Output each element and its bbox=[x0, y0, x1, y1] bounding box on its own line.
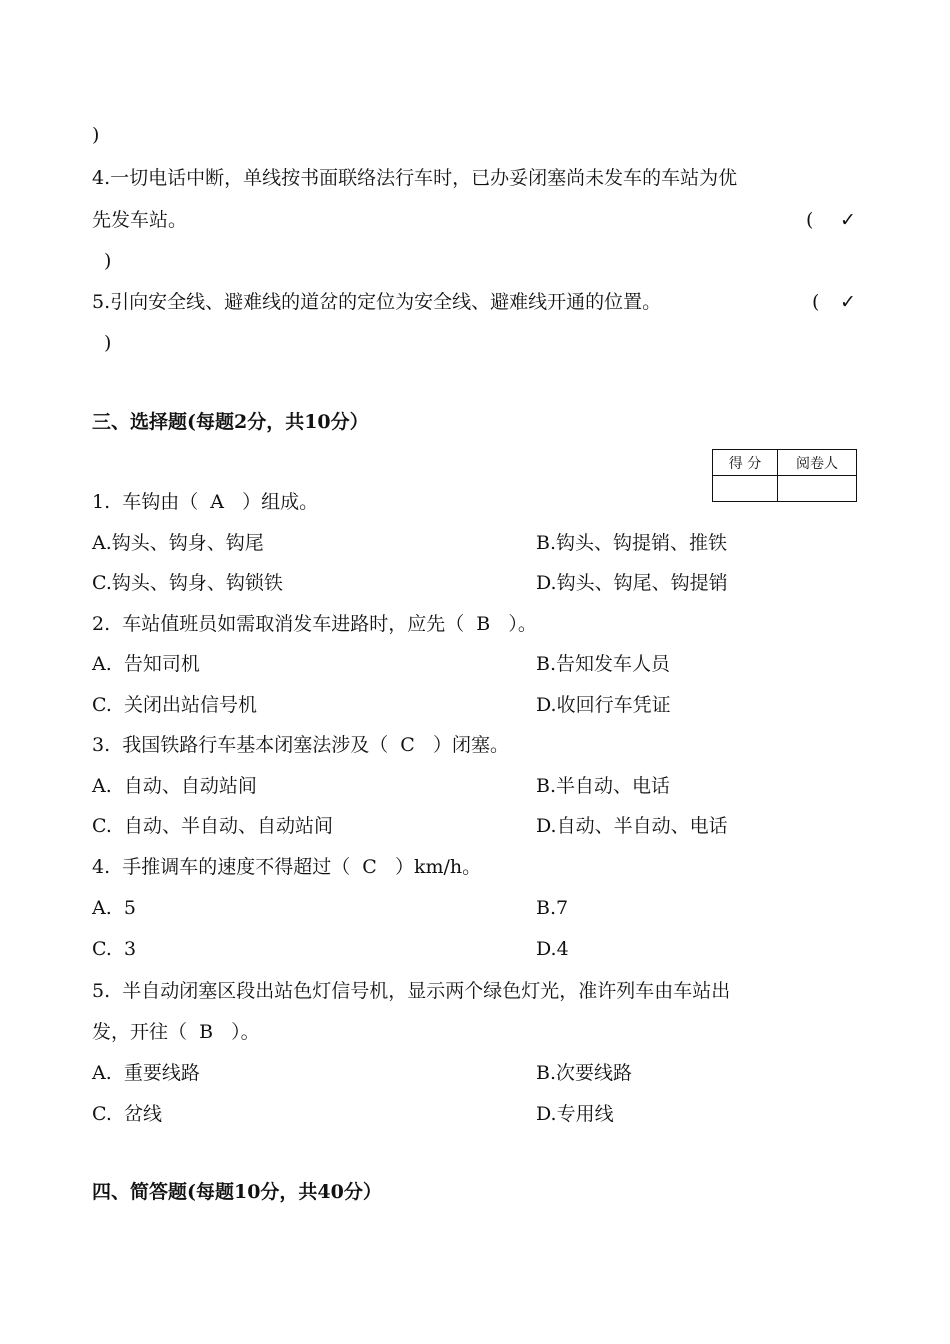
question-5-option-b: B.次要线路 bbox=[536, 1062, 633, 1084]
question-5-option-c: C. 岔线 bbox=[92, 1103, 162, 1125]
reviewer-label: 阅卷人 bbox=[778, 450, 857, 476]
question-2-option-c: C. 关闭出站信号机 bbox=[92, 694, 257, 716]
reviewer-cell bbox=[778, 476, 857, 502]
tf-q5-answer: ✓ bbox=[840, 291, 856, 313]
tf-q4-answer: ✓ bbox=[840, 209, 856, 231]
question-2-option-a: A. 告知司机 bbox=[92, 653, 200, 675]
question-1-stem: 1. 车钩由（ A ）组成。 bbox=[92, 491, 319, 513]
question-4-stem: 4. 手推调车的速度不得超过（ C ）km/h。 bbox=[92, 856, 482, 878]
question-3-option-b: B.半自动、电话 bbox=[536, 775, 671, 797]
tf-q5-open-paren: ( bbox=[812, 291, 820, 313]
question-2-option-d: D.收回行车凭证 bbox=[536, 694, 671, 716]
question-4-option-d: D.4 bbox=[536, 938, 569, 960]
section3-title: 三、选择题(每题2分，共10分） bbox=[92, 411, 369, 433]
question-1-option-a: A.钩头、钩身、钩尾 bbox=[92, 532, 264, 554]
question-3-option-c: C. 自动、半自动、自动站间 bbox=[92, 815, 333, 837]
question-1-option-b: B.钩头、钩提销、推铁 bbox=[536, 532, 728, 554]
tf-q3-close-paren: ) bbox=[92, 124, 100, 146]
section4-title: 四、简答题(每题10分，共40分） bbox=[92, 1181, 382, 1203]
question-1-option-c: C.钩头、钩身、钩锁铁 bbox=[92, 572, 283, 594]
tf-q5-close-paren: ) bbox=[104, 332, 112, 354]
tf-q4-close-paren: ) bbox=[104, 250, 112, 272]
question-2-stem: 2. 车站值班员如需取消发车进路时，应先（ B ）。 bbox=[92, 613, 537, 635]
question-4-option-c: C. 3 bbox=[92, 938, 137, 960]
score-table bbox=[712, 449, 857, 502]
score-label: 得 分 bbox=[713, 450, 778, 476]
question-5-option-d: D.专用线 bbox=[536, 1103, 614, 1125]
tf-q4-open-paren: ( bbox=[806, 209, 814, 231]
tf-q5-line1: 5.引向安全线、避难线的道岔的定位为安全线、避难线开通的位置。 bbox=[92, 291, 662, 313]
question-5-stem-line1: 5. 半自动闭塞区段出站色灯信号机，显示两个绿色灯光，准许列车由车站出 bbox=[92, 980, 731, 1002]
question-5-option-a: A. 重要线路 bbox=[92, 1062, 200, 1084]
question-3-stem: 3. 我国铁路行车基本闭塞法涉及（ C ）闭塞。 bbox=[92, 734, 509, 756]
tf-q4-line1: 4.一切电话中断，单线按书面联络法行车时，已办妥闭塞尚未发车的车站为优 bbox=[92, 167, 738, 189]
question-1-option-d: D.钩头、钩尾、钩提销 bbox=[536, 572, 728, 594]
question-5-stem-line2: 发，开往（ B ）。 bbox=[92, 1021, 260, 1043]
question-3-option-a: A. 自动、自动站间 bbox=[92, 775, 257, 797]
question-2-option-b: B.告知发车人员 bbox=[536, 653, 671, 675]
tf-q4-line2: 先发车站。 bbox=[92, 209, 188, 231]
question-3-option-d: D.自动、半自动、电话 bbox=[536, 815, 728, 837]
score-cell bbox=[713, 476, 778, 502]
question-4-option-a: A. 5 bbox=[92, 897, 136, 919]
question-4-option-b: B.7 bbox=[536, 897, 569, 919]
